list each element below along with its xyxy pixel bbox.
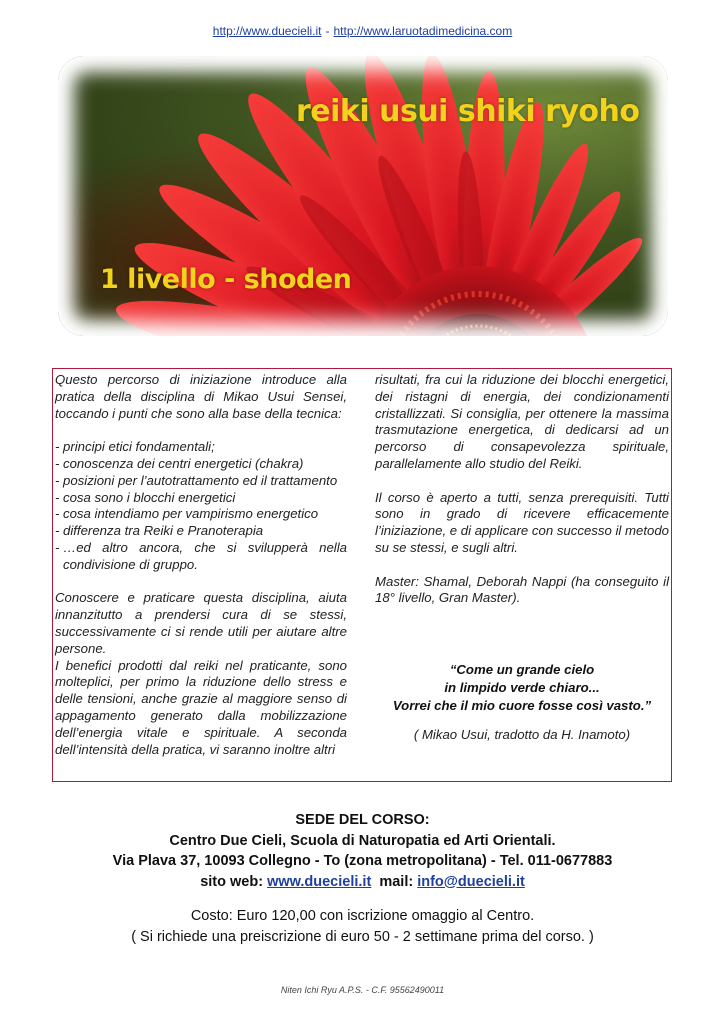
contact-line [0,872,725,893]
quote-line: “Come un grande cielo [449,662,595,678]
list-item: - principi etici fondamentali; [55,439,347,456]
center-name: Centro Due Cieli, Scuola di Naturopatia ed Arti Orientali. [169,832,556,849]
list-item: - …ed altro ancora, che si svilupperà nella condivisione di gruppo. [55,540,347,574]
course-title: reiki usui shiki ryoho [296,94,640,129]
list-item: - cosa intendiamo per vampirismo energetico [55,506,347,523]
topics-list [55,439,347,573]
quote-line: in limpido verde chiaro... [444,680,600,696]
list-item: - differenza tra Reiki e Pranoterapia [55,523,347,540]
preregistration-line: ( Si richiede una preiscrizione di euro 50 - 2 settimane prima del corso. ) [131,928,594,945]
website-link[interactable]: www.duecieli.it [267,873,372,890]
master-paragraph: Master: Shamal, Deborah Nappi (ha conseguito il 18° livello, Gran Master). [375,573,669,606]
cost-line: Costo: Euro 120,00 con iscrizione omaggio al Centro. [190,908,535,924]
banner-image [58,56,668,336]
list-item: - cosa sono i blocchi energetici [55,490,347,507]
benefits-paragraph: I benefici prodotti dal reiki nel praticante, sono molteplici, per primo la riduzione dello stress e delle tensioni, anche grazie al maggiore senso di appagamento generato dalla mobilizzazione dell’energia vitale e spirituale. A seconda dell’intensità della pratica, vi saranno inoltre altri [55,657,347,757]
results-paragraph: risultati, fra cui la riduzione dei blocchi energetici, dei ristagni di energia, dei condizionamenti cristallizzati. Si consiglia, per ottenere la massima trasmutazione energetica, di dedicarsi ad un percorso di consapevolezza spirituale, parallelamente allo studio del Reiki. [375,372,669,471]
location-heading: SEDE DEL CORSO: [295,812,430,828]
quote [375,661,669,715]
header-links [0,24,725,38]
course-level: 1 livello - shoden [100,264,352,295]
laruotadimedicina-link[interactable]: http://www.laruotadimedicina.com [333,24,513,38]
intro-paragraph: Questo percorso di iniziazione introduce alla pratica della disciplina di Mikao Usui Sensei, toccando i punti che sono alla base della tecnica: [55,372,347,421]
duecieli-link[interactable]: http://www.duecieli.it [212,24,322,38]
footer-text: Niten Ichi Ryu A.P.S. - C.F. 95562490011 [280,985,445,995]
center-address: Via Plava 37, 10093 Collegno - To (zona metropolitana) - Tel. 011-0677883 [112,853,613,869]
left-column [55,372,347,758]
quote-line: Vorrei che il mio cuore fosse così vasto.” [392,698,652,714]
open-to-all-paragraph: Il corso è aperto a tutti, senza prerequisiti. Tutti sono in grado di ricevere efficacemente l’iniziazione, e di applicare con successo il metodo su se stessi, e sugli altri. [375,489,669,555]
mail-label: mail: [379,873,414,890]
course-cost [0,906,725,947]
list-item: - posizioni per l’autotrattamento ed il trattamento [55,473,347,490]
email-link[interactable]: info@duecieli.it [417,873,525,890]
link-separator: - [325,24,330,38]
web-label: sito web: [200,873,264,890]
course-description-box [52,368,672,782]
list-item: - conoscenza dei centri energetici (chakra) [55,456,347,473]
benefits-intro-paragraph: Conoscere e praticare questa disciplina, aiuta innanzitutto a prendersi cura di se stessi, successivamente ci si rende utili per aiutare altre persone. [55,590,347,656]
course-location [0,810,725,892]
quote-author: ( Mikao Usui, tradotto da H. Inamoto) [413,727,631,743]
right-column [375,372,669,744]
